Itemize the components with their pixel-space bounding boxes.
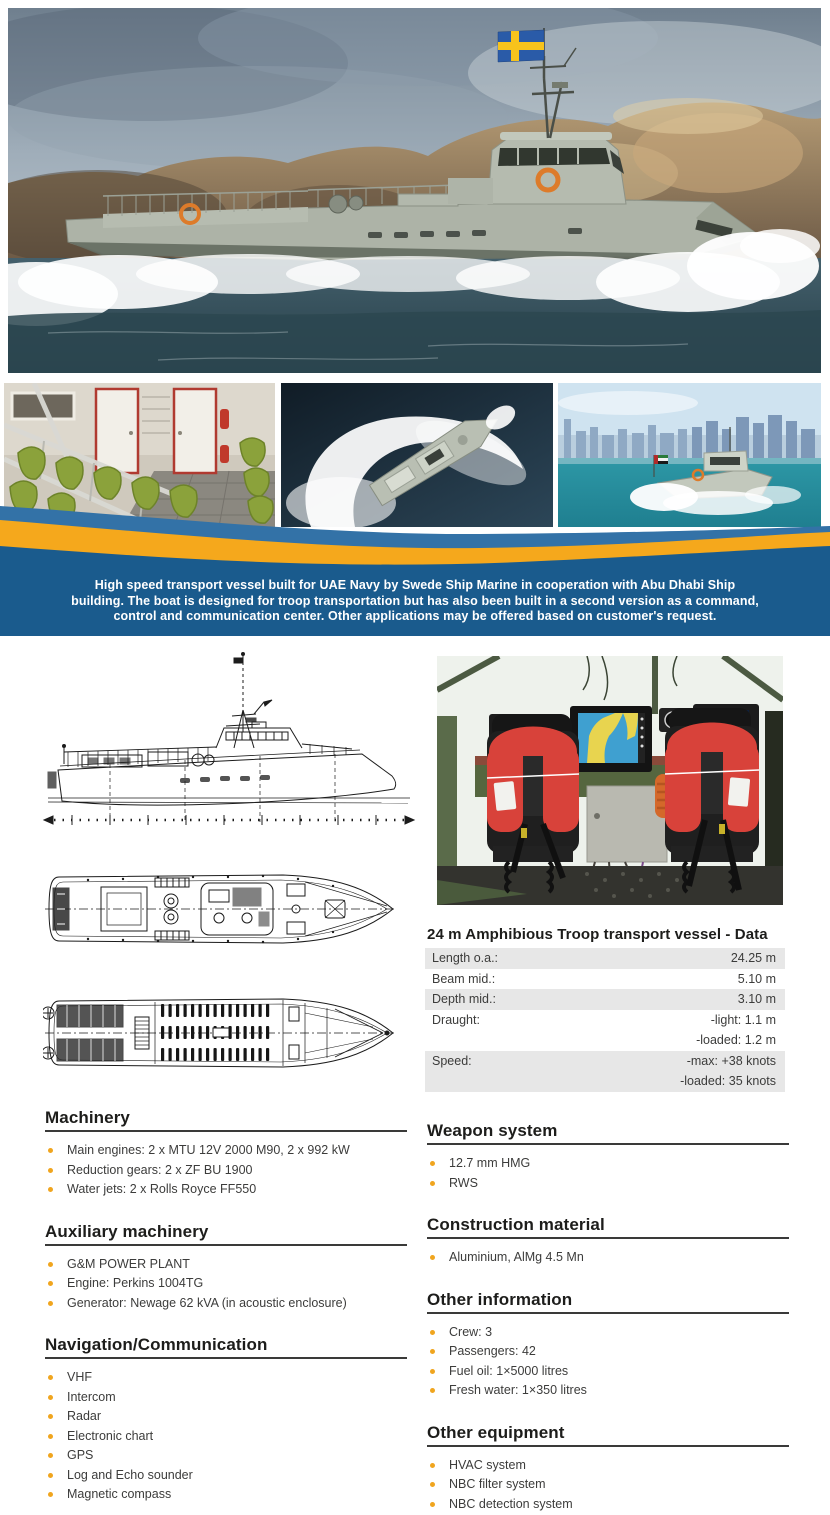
data-label: Beam mid.: — [432, 971, 496, 986]
list-item-text: Electronic chart — [67, 1428, 154, 1443]
list-item-text: Crew: 3 — [449, 1324, 493, 1339]
list-item — [427, 1495, 789, 1515]
list-item — [427, 1381, 789, 1401]
bullet-icon — [48, 1187, 53, 1192]
hero-photo-illustration — [8, 8, 821, 373]
spec-column-right — [427, 1121, 789, 1515]
bullet-icon — [48, 1168, 53, 1173]
list-item — [427, 1248, 789, 1268]
data-value: 5.10 m — [737, 971, 776, 986]
section-list — [427, 1248, 789, 1268]
list-item — [45, 1274, 407, 1294]
list-item — [427, 1323, 789, 1343]
bullet-icon — [48, 1473, 53, 1478]
banner-line-2: building. The boat is designed for troop transportation but has also been built in a second version as a command, — [71, 593, 759, 608]
data-label: Depth mid.: — [432, 992, 496, 1007]
list-item — [45, 1141, 407, 1161]
bullet-icon — [48, 1148, 53, 1153]
data-row-speed-loaded — [425, 1071, 785, 1092]
list-item-text: NBC detection system — [449, 1496, 573, 1511]
cockpit-photo — [437, 656, 783, 905]
section-machinery — [45, 1108, 407, 1200]
list-item — [45, 1255, 407, 1275]
swedish-flag-icon — [498, 28, 544, 62]
list-item-text: Reduction gears: 2 x ZF BU 1900 — [67, 1162, 253, 1177]
bullet-icon — [430, 1463, 435, 1468]
drawing-lower-deck-plan — [43, 997, 399, 1069]
hero-photo-boat-at-sea — [8, 8, 821, 373]
banner-line-1: High speed transport vessel built for UAE Navy by Swede Ship Marine in cooperation with Abu Dhabi Ship — [94, 578, 736, 592]
bullet-icon — [430, 1502, 435, 1507]
data-row-depth — [425, 989, 785, 1010]
bullet-icon — [48, 1375, 53, 1380]
section-list — [427, 1456, 789, 1515]
bullet-icon — [430, 1349, 435, 1354]
data-row-draught-light — [425, 1010, 785, 1031]
data-value: 24.25 m — [730, 951, 776, 966]
list-item — [45, 1161, 407, 1181]
section-rule — [427, 1143, 789, 1145]
data-row-draught-loaded — [425, 1030, 785, 1051]
data-label: Speed: — [432, 1053, 472, 1068]
section-other-information — [427, 1290, 789, 1401]
section-rule — [45, 1244, 407, 1246]
section-rule — [427, 1237, 789, 1239]
list-item-text: Passengers: 42 — [449, 1344, 536, 1358]
spec-column-left — [45, 1108, 407, 1515]
list-item — [427, 1342, 789, 1362]
list-item-text: Engine: Perkins 1004TG — [67, 1276, 204, 1290]
list-item — [427, 1174, 789, 1194]
section-list — [427, 1154, 789, 1193]
bullet-icon — [430, 1181, 435, 1186]
list-item-text: Log and Echo sounder — [67, 1467, 193, 1482]
list-item-text: Aluminium, AlMg 4.5 Mn — [449, 1250, 584, 1264]
list-item — [45, 1427, 407, 1447]
section-navigation-communication — [45, 1335, 407, 1505]
bullet-icon — [430, 1369, 435, 1374]
list-item-text: RWS — [449, 1175, 478, 1190]
section-list — [45, 1141, 407, 1200]
data-value: -loaded: 1.2 m — [696, 1033, 776, 1048]
data-label: Draught: — [432, 1012, 480, 1027]
intro-banner — [40, 578, 790, 625]
bullet-icon — [48, 1492, 53, 1497]
list-item — [45, 1446, 407, 1466]
section-rule — [45, 1130, 407, 1132]
data-row-beam — [425, 969, 785, 990]
list-item-text: Generator: Newage 62 kVA (in acoustic enclosure) — [67, 1295, 347, 1310]
list-item — [45, 1388, 407, 1408]
list-item-text: 12.7 mm HMG — [449, 1156, 531, 1170]
data-row-length — [425, 948, 785, 969]
section-list — [45, 1255, 407, 1314]
spec-data-panel — [425, 926, 785, 1092]
list-item — [427, 1456, 789, 1476]
data-panel-title: 24 m Amphibious Troop transport vessel - Data — [427, 926, 768, 943]
section-title: Other information — [427, 1289, 573, 1309]
section-title: Weapon system — [427, 1121, 558, 1140]
section-construction-material — [427, 1215, 789, 1268]
list-item-text: Intercom — [67, 1389, 116, 1404]
section-title: Navigation/Communication — [45, 1335, 268, 1354]
section-title: Construction material — [427, 1215, 605, 1234]
data-value: -max: +38 knots — [686, 1053, 776, 1068]
list-item-text: Magnetic compass — [67, 1487, 172, 1501]
bullet-icon — [48, 1262, 53, 1267]
bullet-icon — [48, 1434, 53, 1439]
section-title: Auxiliary machinery — [45, 1221, 209, 1241]
bullet-icon — [48, 1414, 53, 1419]
data-value: -loaded: 35 knots — [680, 1074, 776, 1089]
section-rule — [45, 1357, 407, 1359]
bullet-icon — [48, 1395, 53, 1400]
drawing-main-deck-plan — [43, 872, 399, 946]
list-item — [45, 1368, 407, 1388]
bullet-icon — [48, 1301, 53, 1306]
data-row-speed-max — [425, 1051, 785, 1072]
list-item — [45, 1485, 407, 1505]
list-item-text: NBC filter system — [449, 1477, 546, 1491]
list-item — [427, 1475, 789, 1495]
list-item — [45, 1466, 407, 1486]
list-item — [45, 1294, 407, 1314]
section-title: Machinery — [45, 1108, 130, 1127]
section-rule — [427, 1445, 789, 1447]
section-auxiliary-machinery — [45, 1222, 407, 1314]
bullet-icon — [48, 1453, 53, 1458]
bullet-icon — [430, 1330, 435, 1335]
bullet-icon — [430, 1388, 435, 1393]
bullet-icon — [430, 1161, 435, 1166]
bullet-icon — [48, 1281, 53, 1286]
list-item-text: Fresh water: 1×350 litres — [449, 1383, 587, 1397]
data-label: Length o.a.: — [432, 951, 499, 966]
list-item-text: Water jets: 2 x Rolls Royce FF550 — [67, 1182, 257, 1196]
chart-plotter-screen — [570, 706, 652, 772]
section-list — [45, 1368, 407, 1505]
list-item-text: Radar — [67, 1409, 102, 1423]
list-item — [427, 1154, 789, 1174]
data-value: -light: 1.1 m — [710, 1012, 776, 1027]
section-weapon-system — [427, 1121, 789, 1193]
list-item-text: Main engines: 2 x MTU 12V 2000 M90, 2 x 992 kW — [67, 1143, 350, 1157]
section-list — [427, 1323, 789, 1401]
list-item-text: Fuel oil: 1×5000 litres — [449, 1363, 569, 1378]
cockpit-illustration — [437, 656, 783, 905]
list-item-text: HVAC system — [449, 1457, 526, 1472]
list-item-text: G&M POWER PLANT — [67, 1256, 190, 1271]
list-item-text: VHF — [67, 1370, 92, 1384]
section-title: Other equipment — [427, 1422, 565, 1442]
bullet-icon — [430, 1482, 435, 1487]
bullet-icon — [430, 1255, 435, 1260]
section-other-equipment — [427, 1423, 789, 1515]
section-rule — [427, 1312, 789, 1314]
drawing-side-profile — [30, 652, 420, 832]
banner-line-3: control and communication center. Other applications may be offered based on customer's request. — [113, 609, 717, 623]
list-item-text: GPS — [67, 1448, 94, 1462]
data-value: 3.10 m — [737, 992, 776, 1007]
list-item — [45, 1180, 407, 1200]
list-item — [45, 1407, 407, 1427]
list-item — [427, 1362, 789, 1382]
